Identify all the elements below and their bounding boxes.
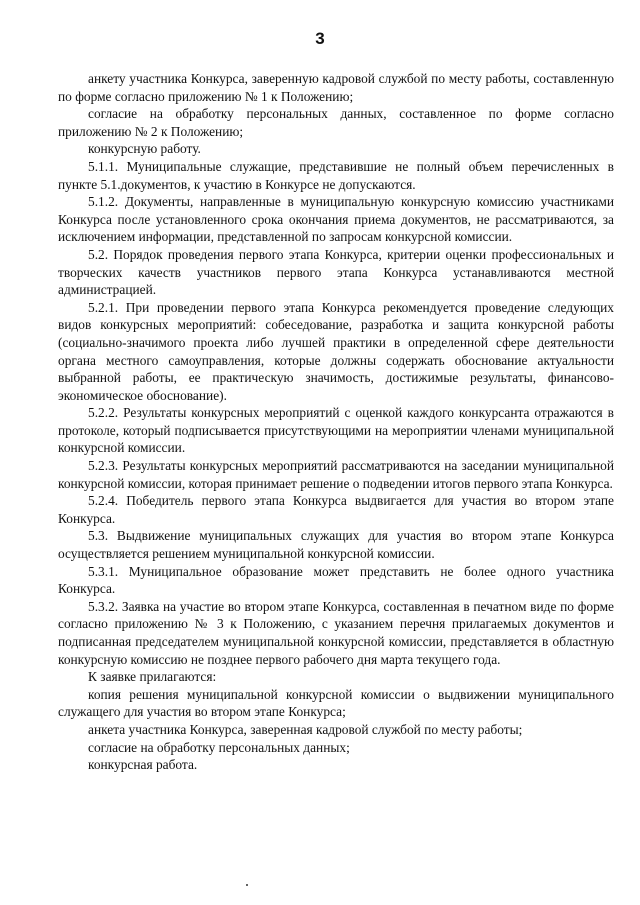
paragraph-14: К заявке прилагаются: — [88, 669, 217, 685]
page-number: 3 — [315, 29, 325, 48]
paragraph-3: конкурсную работу. — [88, 141, 201, 157]
paragraph-11: 5.3. Выдвижение муниципальных служащих для участия во втором этапе Конкурса осуществляется решением муниципальной конкурсной комиссии. — [58, 528, 614, 562]
scan-speck — [246, 884, 248, 886]
paragraph-15: копия решения муниципальной конкурсной комиссии о выдвижении муниципального служащего для участия во втором этапе Конкурса; — [58, 686, 614, 720]
paragraph-13: 5.3.2. Заявка на участие во втором этапе Конкурса, составленная в печатном виде по форме согласно приложению № 3 к Положению, с указанием перечня прилагаемых документов и подписанная председателем муниципальной конкурсной комиссии, представляется в областную конкурсную комиссию не позднее первого рабочего дня марта текущего года. — [58, 598, 614, 667]
paragraph-2: согласие на обработку персональных данных, составленное по форме согласно приложению № 2 к Положению; — [58, 106, 614, 139]
paragraph-7: 5.2.1. При проведении первого этапа Конкурса рекомендуется проведение следующих видов конкурсных мероприятий: собеседование, разработка и защита конкурсной работы (социально-значимого проекта либо лучшей практики в определенной сфере деятельности органа местного самоуправления, которые должны содержать обоснование актуальности выбранной работы, ее практическую значимость, достижимые результаты, финансово-экономическое обоснование). — [58, 299, 614, 403]
paragraph-1: анкету участника Конкурса, заверенную кадровой службой по месту работы, составленную по форме согласно приложению № 1 к Положению; — [58, 71, 614, 104]
paragraph-8: 5.2.2. Результаты конкурсных мероприятий с оценкой каждого конкурсанта отражаются в протоколе, который подписывается присутствующими на мероприятии членами муниципальной конкурсной комиссии. — [58, 405, 614, 456]
paragraph-12: 5.3.1. Муниципальное образование может представить не более одного участника Конкурса. — [58, 563, 614, 597]
paragraph-9: 5.2.3. Результаты конкурсных мероприятий рассматриваются на заседании муниципальной конкурсной комиссии, которая принимает решение о подведении итогов первого этапа Конкурса. — [58, 458, 614, 491]
paragraph-17: согласие на обработку персональных данных; — [88, 739, 350, 755]
paragraph-5: 5.1.2. Документы, направленные в муниципальную конкурсную комиссию участниками Конкурса после установленного срока окончания приема документов, не рассматриваются, за исключением информации, представленной по запросам конкурсной комиссии. — [58, 194, 614, 245]
paragraph-6: 5.2. Порядок проведения первого этапа Конкурса, критерии оценки профессиональных и творческих качеств участников первого этапа Конкурса устанавливаются местной администрацией. — [58, 246, 614, 298]
paragraph-16: анкета участника Конкурса, заверенная кадровой службой по месту работы; — [88, 721, 523, 737]
paragraph-18: конкурсная работа. — [88, 757, 198, 773]
paragraph-10: 5.2.4. Победитель первого этапа Конкурса выдвигается для участия во втором этапе Конкурса. — [58, 493, 614, 526]
document-body — [58, 70, 614, 774]
paragraph-4: 5.1.1. Муниципальные служащие, представившие не полный объем перечисленных в пункте 5.1.документов, к участию в Конкурсе не допускаются. — [58, 158, 614, 192]
